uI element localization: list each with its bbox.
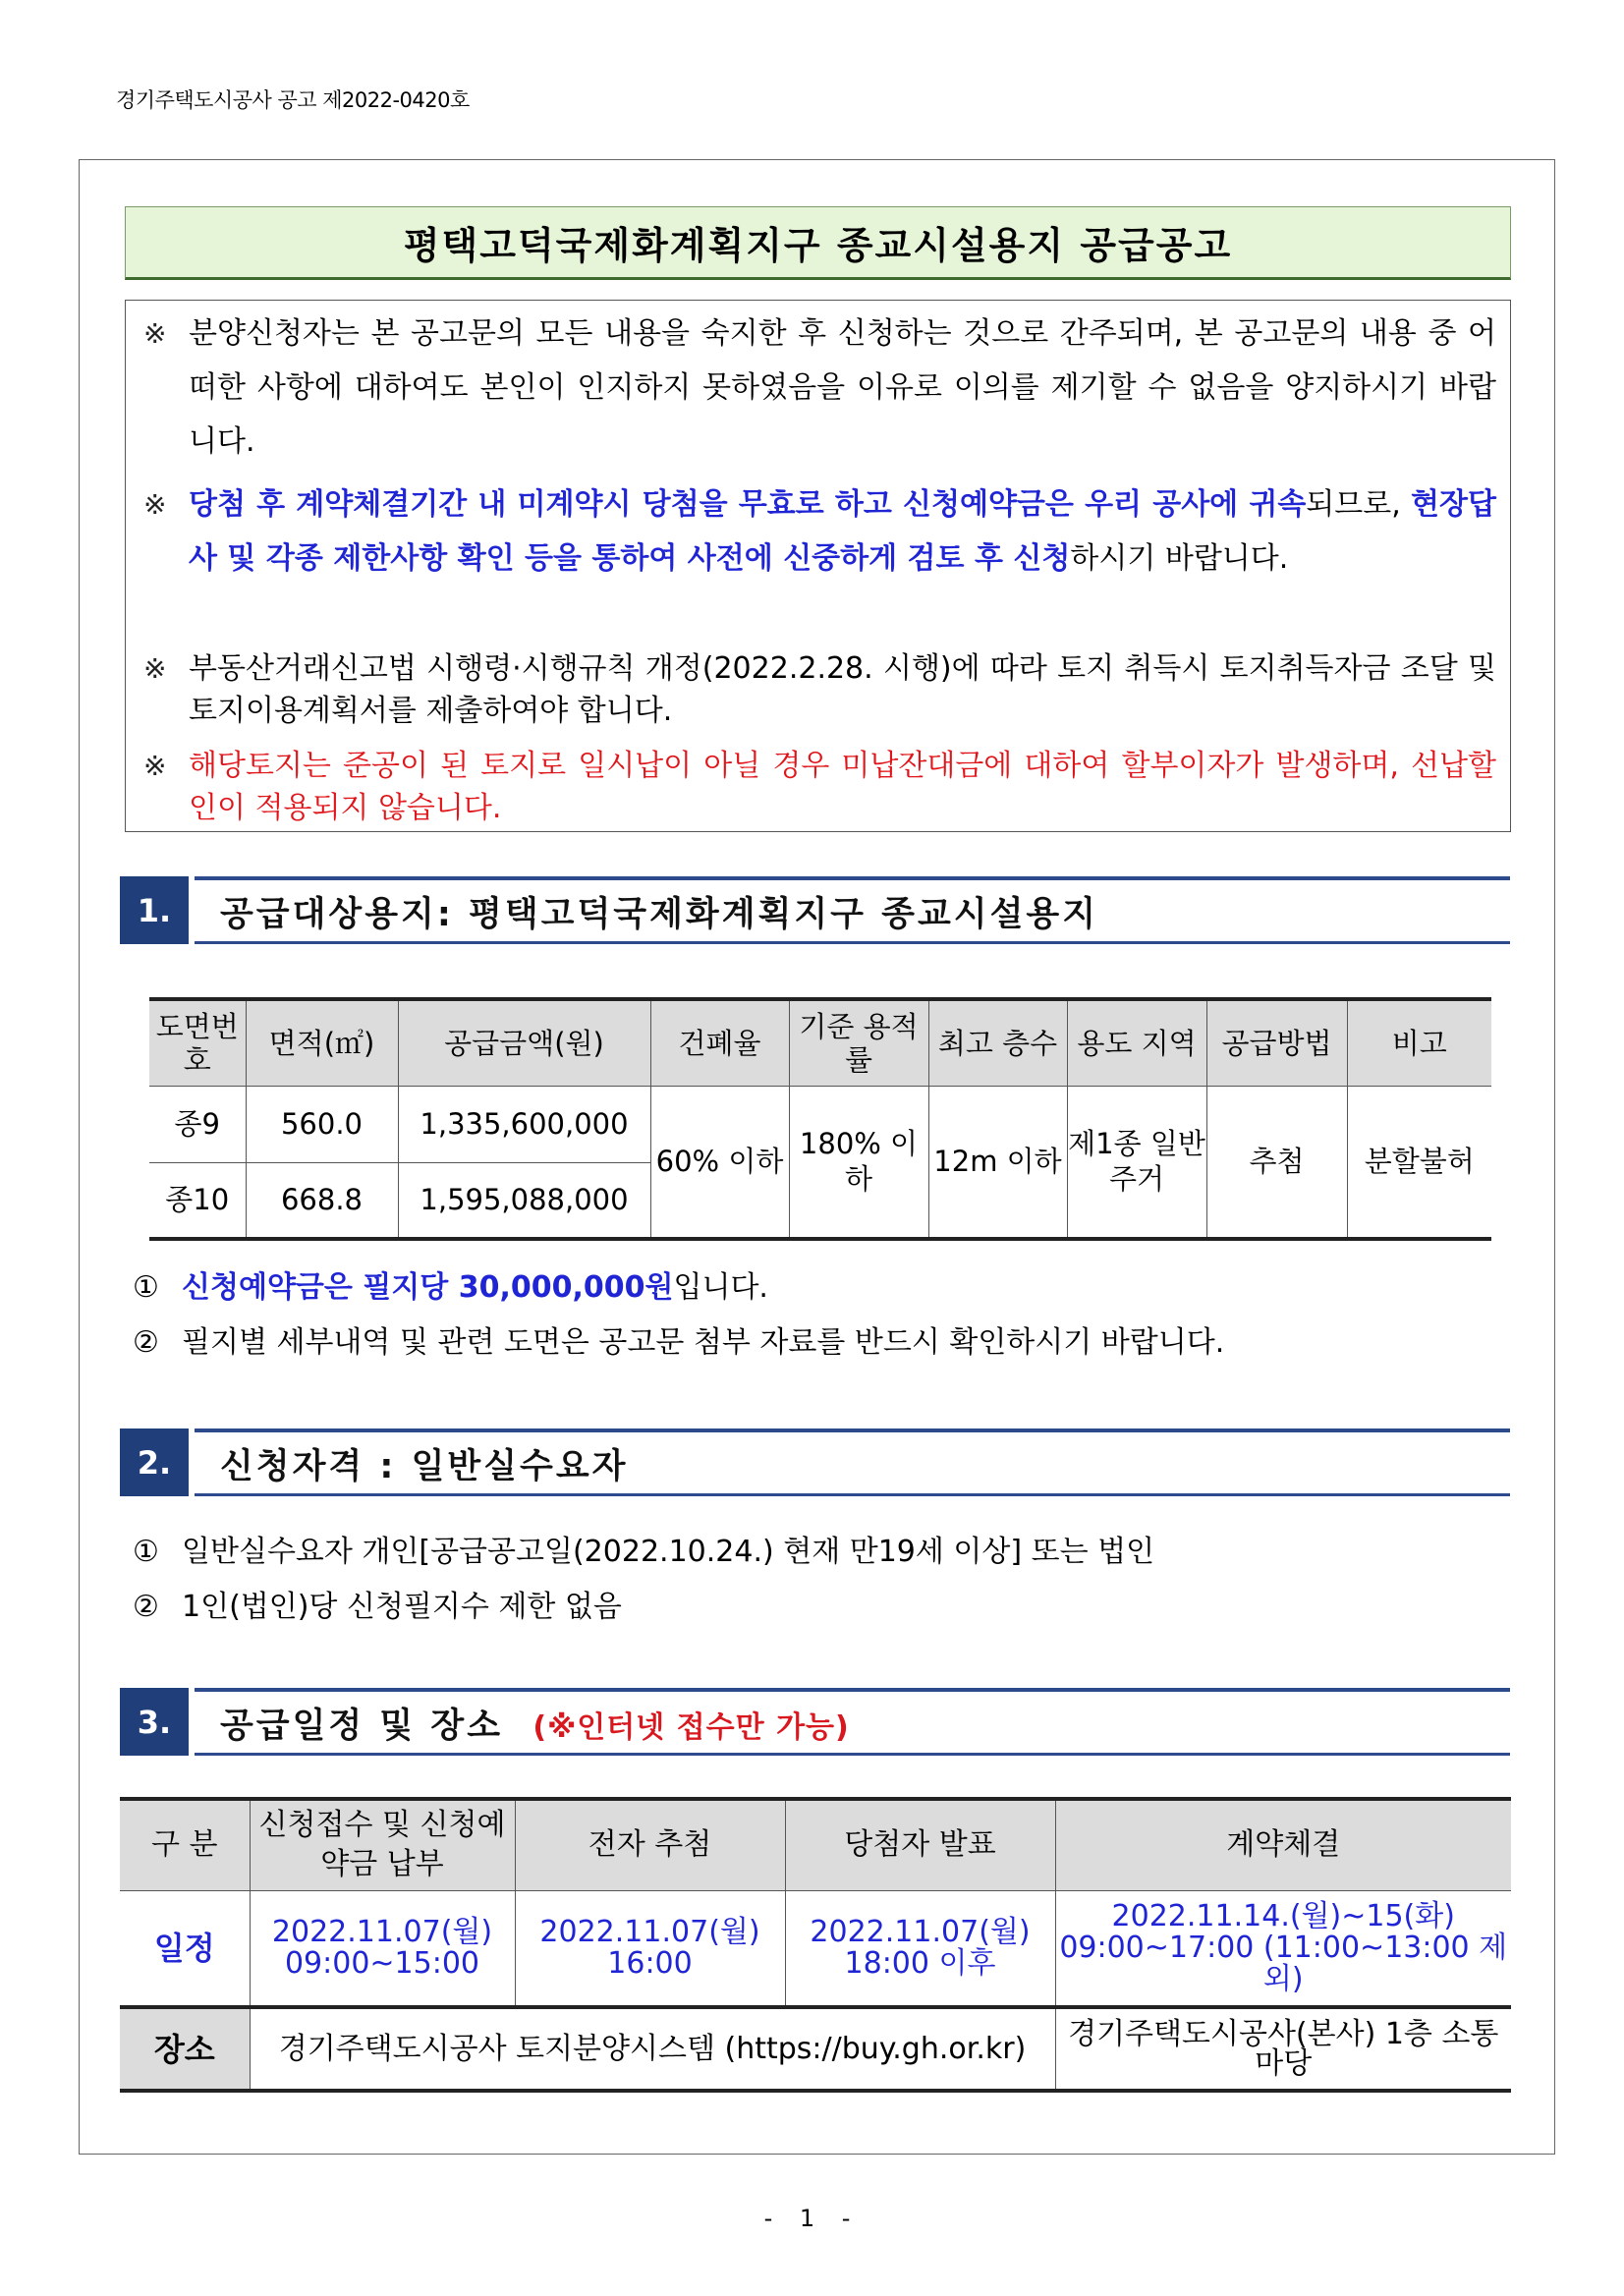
notice-text: 부동산거래신고법 시행령·시행규칙 개정(2022.2.28. 시행)에 따라 토지 취득시 토지취득자금 조달 및 토지이용계획서를 제출하여야 합니다. xyxy=(189,651,1496,728)
list-marker: ① xyxy=(133,1270,159,1305)
col-header: 최고 층수 xyxy=(928,999,1067,1086)
document-title: 평택고덕국제화계획지구 종교시설용지 공급공고 xyxy=(403,224,1233,267)
col-header: 공급방법 xyxy=(1206,999,1347,1086)
notice-mark: ※ xyxy=(143,750,167,782)
document-id: 경기주택도시공사 공고 제2022-0420호 xyxy=(116,88,470,112)
list-marker: ② xyxy=(133,1325,159,1360)
list-item xyxy=(133,1528,1154,1577)
place-offline: 경기주택도시공사(본사) 1층 소통마당 xyxy=(1055,2007,1511,2091)
table-row xyxy=(120,1890,1511,2007)
list-text: 일반실수요자 개인[공급공고일(2022.10.24.) 현재 만19세 이상] 또는 법인 xyxy=(182,1535,1155,1569)
section-rule xyxy=(195,1428,1510,1432)
section-title: 공급대상용지: 평택고덕국제화계획지구 종교시설용지 xyxy=(220,895,1098,934)
lot-price: 1,335,600,000 xyxy=(398,1086,650,1162)
list-item xyxy=(133,1583,1154,1632)
section-2-list xyxy=(133,1528,1154,1632)
col-header: 비고 xyxy=(1347,999,1491,1086)
list-text: 1인(법인)당 신청필지수 제한 없음 xyxy=(182,1590,622,1624)
table-row xyxy=(120,2007,1511,2091)
page-number: - 1 - xyxy=(763,2205,861,2232)
section-rule xyxy=(195,1753,1510,1756)
section-rule xyxy=(195,1688,1510,1692)
notice-emphasis: 현장답사 및 각종 제한사항 확인 등을 통하여 사전에 신중하게 검토 후 신청 xyxy=(189,487,1496,576)
max-height: 12m 이하 xyxy=(928,1086,1067,1239)
schedule-table xyxy=(120,1797,1511,2093)
schedule-lottery: 2022.11.07(월) 16:00 xyxy=(515,1890,785,2007)
remark: 분할불허 xyxy=(1347,1086,1491,1239)
section-title xyxy=(220,1699,850,1748)
place-online: 경기주택도시공사 토지분양시스템 (https://buy.gh.or.kr) xyxy=(250,2007,1055,2091)
col-header: 당첨자 발표 xyxy=(785,1799,1055,1890)
list-text xyxy=(182,1263,768,1313)
section-number: 1. xyxy=(120,876,189,944)
col-header: 공급금액(원) xyxy=(398,999,650,1086)
floor-area-ratio: 180% 이하 xyxy=(789,1086,928,1239)
lot-number: 종10 xyxy=(149,1162,246,1239)
lot-number: 종9 xyxy=(149,1086,246,1162)
zoning: 제1종 일반주거 xyxy=(1067,1086,1206,1239)
section-rule xyxy=(195,1493,1510,1496)
notice-text: 분양신청자는 본 공고문의 모든 내용을 숙지한 후 신청하는 것으로 간주되며, 본 공고문의 내용 중 어떠한 사항에 대하여도 본인이 인지하지 못하였음을 이유로 이의를 제기할 수 없음을 양지하시기 바랍니다. xyxy=(189,316,1496,459)
lot-table xyxy=(149,997,1491,1241)
notice-item xyxy=(143,647,1496,732)
notice-mark: ※ xyxy=(143,488,167,521)
table-row xyxy=(149,1086,1491,1162)
notice-text-plain: 하시기 바랍니다. xyxy=(1070,541,1289,576)
schedule-label: 일정 xyxy=(120,1890,250,2007)
notice-mark: ※ xyxy=(143,317,167,350)
lot-area: 668.8 xyxy=(246,1162,398,1239)
notice-item-warning xyxy=(143,477,1496,586)
table-header-row xyxy=(120,1799,1511,1890)
col-header: 신청접수 및 신청예약금 납부 xyxy=(250,1799,515,1890)
place-label: 장소 xyxy=(120,2007,250,2091)
section-1-header xyxy=(120,876,1510,944)
building-coverage: 60% 이하 xyxy=(650,1086,789,1239)
col-header: 기준 용적률 xyxy=(789,999,928,1086)
section-title-text: 공급일정 및 장소 xyxy=(220,1707,504,1746)
lot-area: 560.0 xyxy=(246,1086,398,1162)
section-title: 신청자격 : 일반실수요자 xyxy=(220,1447,629,1486)
notice-mark: ※ xyxy=(143,652,167,685)
list-text: 필지별 세부내역 및 관련 도면은 공고문 첨부 자료를 반드시 확인하시기 바랍니다. xyxy=(182,1325,1225,1360)
col-header: 전자 추첨 xyxy=(515,1799,785,1890)
list-marker: ② xyxy=(133,1590,159,1624)
section-2-header xyxy=(120,1428,1510,1496)
supply-method: 추첨 xyxy=(1206,1086,1347,1239)
notice-item-red xyxy=(143,745,1496,829)
list-item xyxy=(133,1263,1224,1313)
section-title-note: (※인터넷 접수만 가능) xyxy=(532,1710,850,1745)
col-header: 계약체결 xyxy=(1055,1799,1511,1890)
lot-price: 1,595,088,000 xyxy=(398,1162,650,1239)
schedule-application: 2022.11.07(월) 09:00~15:00 xyxy=(250,1890,515,2007)
table-header-row xyxy=(149,999,1491,1086)
notice-emphasis: 당첨 후 계약체결기간 내 미계약시 당첨을 무효로 하고 신청예약금은 우리 공사에 귀속 xyxy=(189,487,1307,522)
col-header: 도면번호 xyxy=(149,999,246,1086)
notice-item xyxy=(143,307,1496,469)
schedule-announcement: 2022.11.07(월) 18:00 이후 xyxy=(785,1890,1055,2007)
list-item xyxy=(133,1318,1224,1368)
section-3-header xyxy=(120,1688,1510,1756)
list-marker: ① xyxy=(133,1535,159,1569)
section-rule xyxy=(195,941,1510,944)
col-header: 용도 지역 xyxy=(1067,999,1206,1086)
col-header: 건폐율 xyxy=(650,999,789,1086)
deposit-emphasis: 신청예약금은 필지당 30,000,000원 xyxy=(182,1270,674,1305)
section-rule xyxy=(195,876,1510,880)
col-header: 구 분 xyxy=(120,1799,250,1890)
section-1-notes xyxy=(133,1263,1224,1368)
notice-text xyxy=(189,477,1496,586)
list-text-plain: 입니다. xyxy=(673,1270,768,1305)
notice-box xyxy=(125,300,1511,832)
notice-text: 해당토지는 준공이 된 토지로 일시납이 아닐 경우 미납잔대금에 대하여 할부이자가 발생하며, 선납할인이 적용되지 않습니다. xyxy=(189,749,1496,825)
section-number: 3. xyxy=(120,1688,189,1756)
col-header: 면적(㎡) xyxy=(246,999,398,1086)
notice-text-plain: 되므로, xyxy=(1306,487,1412,522)
section-number: 2. xyxy=(120,1428,189,1496)
title-box xyxy=(125,206,1511,280)
schedule-contract: 2022.11.14.(월)~15(화) 09:00~17:00 (11:00~13:00 제외) xyxy=(1055,1890,1511,2007)
